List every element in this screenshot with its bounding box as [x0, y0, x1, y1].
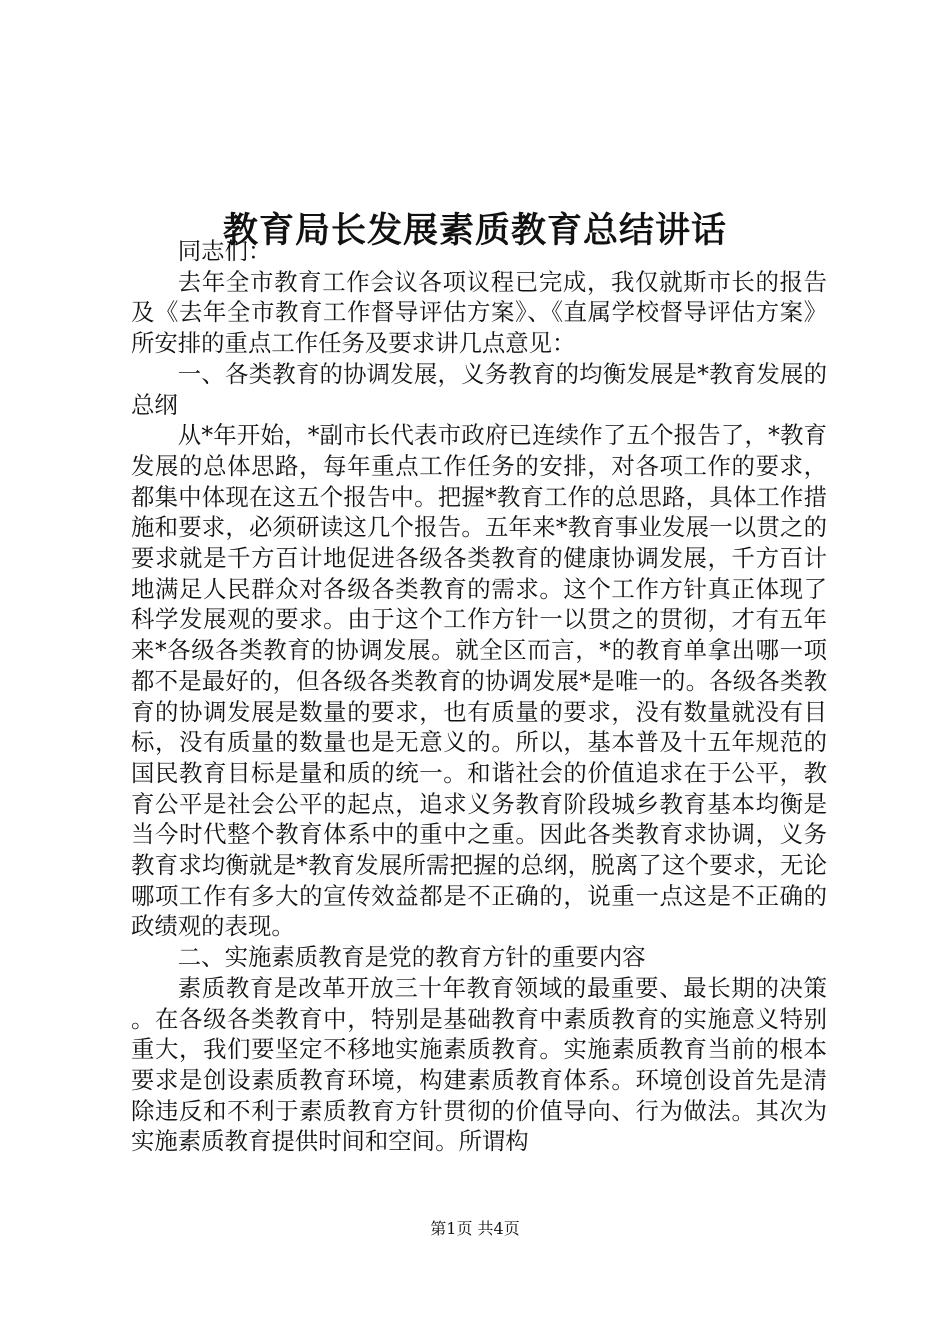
- body-paragraph: 从*年开始，*副市长代表市政府已连续作了五个报告了，*教育发展的总体思路，每年重点工作任务的安排，对各项工作的要求，都集中体现在这五个报告中。把握*教育工作的总思路，具体工作措施和要求，必须研读这几个报告。五年来*教育事业发展一以贯之的要求就是千方百计地促进各级各类教育的健康协调发展，千方百计地满足人民群众对各级各类教育的需求。这个工作方针真正体现了科学发展观的要求。由于这个工作方针一以贯之的贯彻，才有五年来*各级各类教育的协调发展。就全区而言，*的教育单拿出哪一项都不是最好的，但各级各类教育的协调发展*是唯一的。各级各类教育的协调发展是数量的要求，也有质量的要求，没有数量就没有目标，没有质量的数量也是无意义的。所以，基本普及十五年规范的国民教育目标是量和质的统一。和谐社会的价值追求在于公平，教育公平是社会公平的起点，追求义务教育阶段城乡教育基本均衡是当今时代整个教育体系中的重中之重。因此各类教育求协调，义务教育求均衡就是*教育发展所需把握的总纲，脱离了这个要求，无论哪项工作有多大的宣传效益都是不正确的，说重一点这是不正确的政绩观的表现。: [131, 421, 827, 941]
- salutation-paragraph: 同志们：: [177, 237, 272, 265]
- document-body: [131, 236, 827, 1157]
- section-heading-1: 一、各类教育的协调发展，义务教育的均衡发展是*教育发展的总纲: [131, 359, 827, 419]
- body-paragraph: 素质教育是改革开放三十年教育领域的最重要、最长期的决策。在各级各类教育中，特别是基础教育中素质教育的实施意义特别重大，我们要坚定不移地实施素质教育。实施素质教育当前的根本要求是创设素质教育环境，构建素质教育体系。环境创设首先是清除违反和不利于素质教育方针贯彻的价值导向、行为做法。其次为实施素质教育提供时间和空间。所谓构: [131, 973, 827, 1156]
- section-heading-2: 二、实施素质教育是党的教育方针的重要内容: [177, 943, 646, 972]
- document-title: 教育局长发展素质教育总结讲话: [222, 210, 727, 252]
- page-number-footer: 第1页 共4页: [430, 1219, 520, 1238]
- intro-paragraph: 去年全市教育工作会议各项议程已完成，我仅就斯市长的报告及《去年全市教育工作督导评估方案》、《直属学校督导评估方案》所安排的重点工作任务及要求讲几点意见：: [131, 267, 827, 358]
